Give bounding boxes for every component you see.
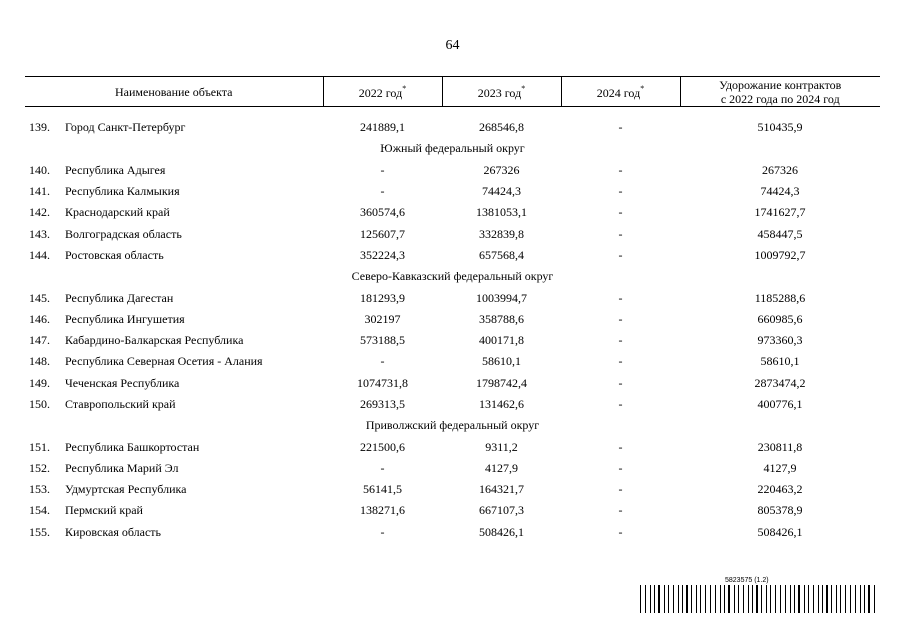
region-cell: [25, 117, 323, 138]
value-2022: 138271,6: [360, 503, 405, 518]
barcode-bar: [864, 585, 865, 613]
table-row: [25, 245, 880, 266]
table-row: [25, 394, 880, 415]
value-2023: 332839,8: [479, 226, 524, 241]
barcode-bar: [686, 585, 688, 613]
value-2024: -: [618, 439, 623, 454]
barcode-bar: [696, 585, 697, 613]
barcode-bar: [710, 585, 711, 613]
district-name: Южный федеральный округ: [380, 141, 525, 156]
barcode-bar: [673, 585, 674, 613]
region-name: Кабардино-Балкарская Республика: [65, 333, 244, 348]
value-2023: 131462,6: [479, 397, 524, 411]
barcode-bar: [850, 585, 851, 613]
value-increase: 267326: [762, 162, 798, 177]
row-number: 151.: [29, 439, 50, 454]
row-number: 143.: [29, 226, 50, 241]
value-increase: 74424,3: [760, 184, 800, 199]
barcode-bar: [860, 585, 861, 613]
barcode-bar: [640, 585, 641, 613]
table-row: [25, 160, 880, 181]
value-increase: 1009792,7: [754, 247, 806, 262]
barcode-bar: [874, 585, 875, 613]
value-2022: 269313,5: [360, 397, 405, 411]
value-2024: -: [618, 162, 623, 177]
barcode-bar: [780, 585, 781, 613]
value-2024: -: [618, 333, 623, 348]
table-row: [25, 330, 880, 351]
region-cell: [25, 330, 323, 351]
region-name: Республика Марий Эл: [65, 460, 179, 475]
region-cell: [25, 394, 323, 415]
table-row: [25, 202, 880, 223]
barcode-bar: [743, 585, 744, 613]
value-2024: -: [618, 460, 623, 475]
barcode-bar: [840, 585, 841, 613]
value-increase: 510435,9: [757, 120, 803, 135]
barcode-bar: [705, 585, 706, 613]
barcode-bar: [775, 585, 776, 613]
value-2023: 657568,4: [479, 247, 524, 262]
table-row: [25, 223, 880, 244]
row-number: 144.: [29, 247, 50, 262]
row-number: 149.: [29, 375, 50, 390]
barcode-bar: [766, 585, 767, 613]
barcode-bar: [836, 585, 837, 613]
row-number: 152.: [29, 460, 50, 475]
barcode-bar: [790, 585, 791, 613]
value-2024: -: [618, 205, 623, 220]
value-2022: 241889,1: [360, 120, 405, 135]
table-row: [25, 500, 880, 521]
value-2024: -: [618, 375, 623, 390]
value-2022: -: [380, 162, 385, 177]
value-2023: 267326: [483, 162, 520, 177]
region-cell: [25, 522, 323, 543]
region-name: Республика Ингушетия: [65, 311, 185, 326]
barcode-image: [640, 585, 880, 613]
row-number: 141.: [29, 184, 50, 199]
region-name: Пермский край: [65, 503, 143, 518]
region-cell: [25, 223, 323, 244]
value-increase: 805378,9: [757, 503, 803, 518]
table-row: [25, 458, 880, 479]
barcode-bar: [752, 585, 753, 613]
district-header: [25, 138, 880, 159]
value-increase: 1185288,6: [754, 290, 806, 305]
row-number: 145.: [29, 290, 50, 305]
row-number: 139.: [29, 120, 50, 135]
district-header: [25, 266, 880, 287]
barcode-bar: [720, 585, 721, 613]
barcode-bar: [668, 585, 669, 613]
barcode-bar: [678, 585, 679, 613]
region-cell: [25, 351, 323, 372]
barcode-bar: [808, 585, 809, 613]
region-name: Город Санкт-Петербург: [65, 120, 186, 135]
value-increase: 973360,3: [757, 333, 803, 348]
value-2022: 360574,6: [360, 205, 405, 220]
table-row: [25, 351, 880, 372]
region-name: Ставропольский край: [65, 397, 176, 411]
value-2022: 181293,9: [360, 290, 405, 305]
value-increase: 508426,1: [757, 524, 803, 539]
region-name: Республика Северная Осетия - Алания: [65, 354, 263, 369]
region-cell: [25, 500, 323, 521]
value-2023: 1003994,7: [476, 290, 527, 305]
table-row: [25, 479, 880, 500]
region-cell: [25, 373, 323, 394]
value-increase: 230811,8: [757, 439, 803, 454]
value-increase: 458447,5: [757, 226, 803, 241]
barcode-bar: [826, 585, 828, 613]
barcode-bar: [691, 585, 692, 613]
region-cell: [25, 436, 323, 457]
value-2024: -: [618, 311, 623, 326]
table-row: [25, 436, 880, 457]
barcode-bar: [650, 585, 651, 613]
row-number: 142.: [29, 205, 50, 220]
region-name: Кировская область: [65, 524, 162, 539]
value-2024: -: [618, 524, 623, 539]
value-2023: 74424,3: [482, 184, 521, 199]
header-name: Наименование объекта: [25, 77, 323, 107]
barcode-bar: [682, 585, 683, 613]
region-name: Республика Калмыкия: [65, 184, 180, 199]
barcode-bar: [813, 585, 814, 613]
barcode-bar: [785, 585, 786, 613]
region-cell: [25, 287, 323, 308]
barcode-bar: [658, 585, 660, 613]
value-2024: -: [618, 354, 623, 369]
value-2022: 352224,3: [360, 247, 405, 262]
barcode-bar: [728, 585, 730, 613]
barcode-bar: [645, 585, 646, 613]
value-increase: 58610,1: [760, 354, 800, 369]
barcode-bar: [804, 585, 805, 613]
region-name: Ростовская область: [65, 247, 164, 262]
barcode-bar: [715, 585, 716, 613]
row-number: 154.: [29, 503, 50, 518]
row-number: 140.: [29, 162, 50, 177]
barcode-bar: [831, 585, 832, 613]
header-2024: 2024 год*: [561, 77, 680, 107]
value-2022: -: [380, 460, 385, 475]
value-2022: 56141,5: [363, 482, 402, 497]
row-number: 155.: [29, 524, 50, 539]
region-name: Краснодарский край: [65, 205, 170, 220]
value-2022: 302197: [364, 311, 401, 326]
barcode-bar: [738, 585, 739, 613]
value-increase: 400776,1: [757, 397, 803, 411]
barcode-bar: [822, 585, 823, 613]
barcode-bar: [818, 585, 819, 613]
barcode-bar: [756, 585, 758, 613]
region-cell: [25, 245, 323, 266]
header-2022: 2022 год*: [323, 77, 442, 107]
table-body: [25, 107, 880, 543]
value-2022: 1074731,8: [357, 375, 408, 390]
region-name: Волгоградская область: [65, 226, 182, 241]
barcode-label: 5823575 (1.2): [725, 577, 769, 584]
barcode-bar: [798, 585, 800, 613]
table-spacer: [25, 107, 880, 118]
contracts-table: [25, 76, 880, 543]
table-row: [25, 117, 880, 138]
region-cell: [25, 309, 323, 330]
value-2023: 1798742,4: [476, 375, 527, 390]
table-row: [25, 373, 880, 394]
value-2024: -: [618, 482, 623, 497]
value-increase: 220463,2: [757, 482, 803, 497]
row-number: 153.: [29, 482, 50, 497]
value-2023: 58610,1: [482, 354, 521, 369]
value-2024: -: [618, 226, 623, 241]
row-number: 146.: [29, 311, 50, 326]
barcode-bar: [845, 585, 846, 613]
region-name: Республика Дагестан: [65, 290, 174, 305]
table-header-row: [25, 77, 880, 107]
value-2022: 221500,6: [360, 439, 405, 454]
district-name: Приволжский федеральный округ: [365, 418, 540, 433]
region-cell: [25, 181, 323, 202]
row-number: 150.: [29, 397, 50, 411]
barcode-bar: [794, 585, 795, 613]
value-2024: -: [618, 290, 623, 305]
table-row: [25, 181, 880, 202]
value-2023: 164321,7: [479, 482, 524, 497]
barcode-bar: [761, 585, 762, 613]
value-increase: 660985,6: [757, 311, 803, 326]
value-2024: -: [618, 397, 623, 411]
barcode-bar: [855, 585, 856, 613]
barcode-bar: [724, 585, 725, 613]
barcode-bar: [664, 585, 665, 613]
region-cell: [25, 479, 323, 500]
value-2022: 125607,7: [360, 226, 405, 241]
table-row: [25, 522, 880, 543]
value-2024: -: [618, 120, 623, 135]
district-header: [25, 415, 880, 436]
region-name: Чеченская Республика: [65, 375, 180, 390]
header-increase: Удорожание контрактов с 2022 года по 2024 год: [680, 77, 880, 107]
value-2023: 9311,2: [485, 439, 518, 454]
value-2022: -: [380, 354, 385, 369]
district-name: Северо-Кавказский федеральный округ: [351, 269, 554, 284]
region-cell: [25, 160, 323, 181]
value-increase: 1741627,7: [754, 205, 806, 220]
value-2024: -: [618, 247, 623, 262]
table-row: [25, 309, 880, 330]
row-number: 148.: [29, 354, 50, 369]
row-number: 147.: [29, 333, 50, 348]
region-cell: [25, 202, 323, 223]
header-2023: 2023 год*: [442, 77, 561, 107]
value-2023: 1381053,1: [476, 205, 527, 220]
table-row: [25, 287, 880, 308]
value-2023: 667107,3: [479, 503, 524, 518]
value-increase: 2873474,2: [754, 375, 806, 390]
barcode-bar: [868, 585, 870, 613]
value-2023: 4127,9: [485, 460, 518, 475]
barcode-bar: [654, 585, 655, 613]
barcode-bar: [770, 585, 771, 613]
region-name: Республика Адыгея: [65, 162, 166, 177]
region-cell: [25, 458, 323, 479]
value-2022: -: [380, 184, 385, 199]
value-2024: -: [618, 503, 623, 518]
region-name: Республика Башкортостан: [65, 439, 200, 454]
value-increase: 4127,9: [763, 460, 797, 475]
value-2023: 358788,6: [479, 311, 524, 326]
value-2023: 400171,8: [479, 333, 524, 348]
value-2024: -: [618, 184, 623, 199]
value-2023: 268546,8: [479, 120, 524, 135]
barcode-bar: [748, 585, 749, 613]
value-2022: 573188,5: [360, 333, 405, 348]
barcode-bar: [700, 585, 701, 613]
page-number: 64: [445, 38, 460, 53]
value-2022: -: [380, 524, 385, 539]
barcode-bar: [734, 585, 735, 613]
value-2023: 508426,1: [479, 524, 524, 539]
region-name: Удмуртская Республика: [65, 482, 187, 497]
